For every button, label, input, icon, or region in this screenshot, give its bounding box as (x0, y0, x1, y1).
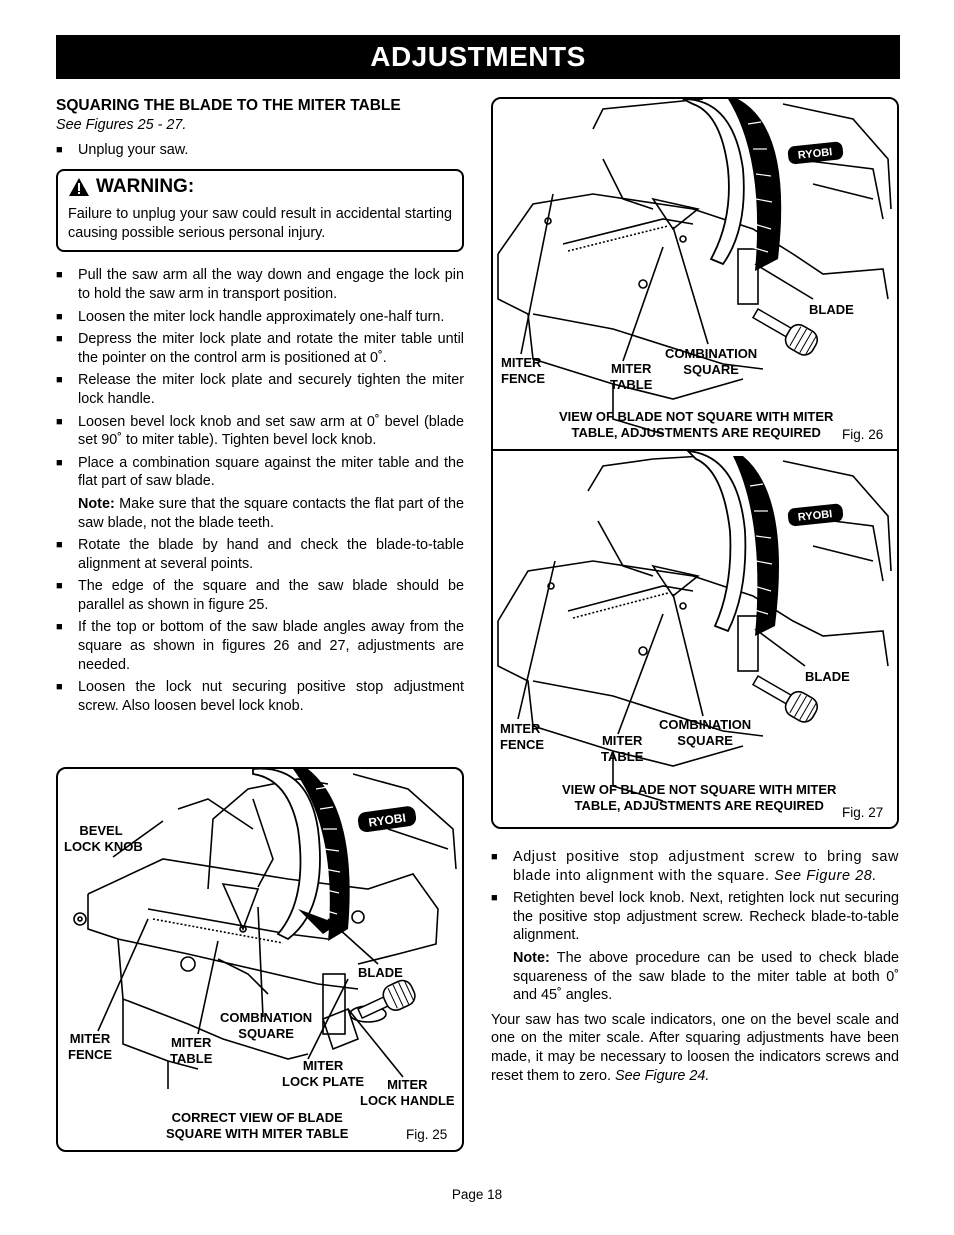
list-item: ■ The edge of the square and the saw blade should be parallel as shown in figure 25. (56, 578, 464, 613)
label-miter-table: MITER TABLE (170, 1035, 213, 1066)
label-miter-lock-handle: MITER LOCK HANDLE (360, 1077, 455, 1108)
bullet-square-icon: ■ (56, 415, 63, 428)
label-miter-fence: MITER FENCE (501, 355, 546, 386)
list-item: ■ If the top or bottom of the saw blade angles away from the square as shown in figures 26 and 27, adjustments are needed. (56, 619, 464, 673)
bullet-square-icon: ■ (491, 851, 498, 863)
left-column (56, 96, 464, 719)
list-item: ■ Loosen the lock nut securing positive stop adjustment screw. Also loosen bevel lock knob. (56, 679, 464, 714)
list-item: ■ Unplug your saw. (56, 141, 189, 158)
brand-logo: RYOBI (367, 810, 407, 830)
label-bevel-lock-knob: BEVEL LOCK KNOB (64, 823, 143, 854)
figure-number: Fig. 25 (406, 1127, 448, 1142)
label-miter-fence: MITER FENCE (500, 721, 545, 752)
label-blade: BLADE (805, 669, 850, 684)
label-blade: BLADE (358, 965, 403, 980)
bullet-square-icon: ■ (56, 580, 63, 593)
bullet-square-icon: ■ (56, 539, 63, 552)
list-item: ■ Release the miter lock plate and securely tighten the miter lock handle. (56, 372, 464, 407)
page-number: Page 18 (451, 1187, 503, 1202)
bullet-square-icon: ■ (56, 143, 63, 156)
steps-list-continued (56, 536, 464, 715)
figures-26-27 (491, 97, 899, 829)
figure-number: Fig. 27 (842, 805, 884, 820)
list-item: ■ Pull the saw arm all the way down and engage the lock pin to hold the saw arm in transport position. (56, 267, 464, 302)
warning-box (56, 169, 464, 252)
saw-drawing-fig27 (493, 451, 897, 827)
page-title: ADJUSTMENTS (56, 35, 900, 79)
bullet-square-icon: ■ (56, 269, 63, 282)
see-figures-ref: See Figures 25 - 27. (56, 117, 187, 133)
note: Note: The above procedure can be used to check blade squareness of the saw blade to the miter table at both 0˚ and 45˚ angles. (513, 949, 899, 1004)
label-miter-table: MITER TABLE (601, 733, 644, 764)
warning-heading: WARNING: (68, 177, 452, 197)
label-combination-square: COMBINATION SQUARE (659, 717, 752, 748)
list-item: ■ Retighten bevel lock knob. Next, retighten lock nut securing the positive stop adjustment screw. Recheck blade-to-table alignment. (491, 890, 899, 944)
brand-logo: RYOBI (797, 146, 833, 162)
list-item: ■ Adjust positive stop adjustment screw to bring saw blade into alignment with the square. See Figure 28. (491, 849, 899, 884)
note: Note: Make sure that the square contacts the flat part of the saw blade, not the blade teeth. (78, 495, 464, 531)
figure-27 (493, 451, 897, 827)
figure-25 (56, 767, 464, 1152)
label-combination-square: COMBINATION SQUARE (665, 346, 758, 377)
label-miter-fence: MITER FENCE (68, 1031, 113, 1062)
list-item: ■ Place a combination square against the miter table and the flat part of saw blade. (56, 454, 464, 490)
warning-text: Failure to unplug your saw could result in accidental starting causing possible serious personal injury. (68, 206, 452, 241)
figure-caption: CORRECT VIEW OF BLADE SQUARE WITH MITER TABLE (166, 1110, 349, 1141)
bullet-square-icon: ■ (56, 621, 63, 634)
bullet-square-icon: ■ (56, 374, 63, 387)
warning-triangle-icon (68, 177, 90, 197)
right-column (491, 848, 899, 1085)
figure-caption: VIEW OF BLADE NOT SQUARE WITH MITER TABLE, ADJUSTMENTS ARE REQUIRED (559, 409, 834, 440)
list-item: ■ Depress the miter lock plate and rotate the miter table until the pointer on the control arm is positioned at 0˚. (56, 331, 464, 366)
list-item: ■ Loosen the miter lock handle approximately one-half turn. (56, 308, 445, 325)
bullet-square-icon: ■ (56, 333, 63, 346)
steps-list (56, 266, 464, 491)
section-title: SQUARING THE BLADE TO THE MITER TABLE (56, 97, 401, 114)
bullet-square-icon: ■ (56, 310, 63, 323)
saw-drawing-fig26 (493, 99, 897, 449)
figure-number: Fig. 26 (842, 427, 884, 442)
list-item: ■ Rotate the blade by hand and check the blade-to-table alignment at several points. (56, 537, 464, 572)
list-item: ■ Loosen bevel lock knob and set saw arm at 0˚ bevel (blade set 90˚ to miter table). Tighten bevel lock knob. (56, 413, 464, 449)
figure-caption: VIEW OF BLADE NOT SQUARE WITH MITER TABLE, ADJUSTMENTS ARE REQUIRED (562, 782, 837, 813)
label-miter-lock-plate: MITER LOCK PLATE (282, 1058, 365, 1089)
brand-logo: RYOBI (797, 508, 833, 524)
label-combination-square: COMBINATION SQUARE (220, 1010, 313, 1041)
figure-26 (493, 99, 897, 451)
label-blade: BLADE (809, 302, 854, 317)
paragraph: Your saw has two scale indicators, one on the bevel scale and one on the miter scale. After squaring adjustments have been made, it may be necessary to loosen the indicators screws and reset them to zero. See Figure 24. (491, 1011, 899, 1084)
bullet-square-icon: ■ (56, 681, 63, 694)
label-miter-table: MITER TABLE (610, 361, 653, 392)
bullet-square-icon: ■ (491, 892, 498, 905)
bullet-square-icon: ■ (56, 456, 63, 469)
